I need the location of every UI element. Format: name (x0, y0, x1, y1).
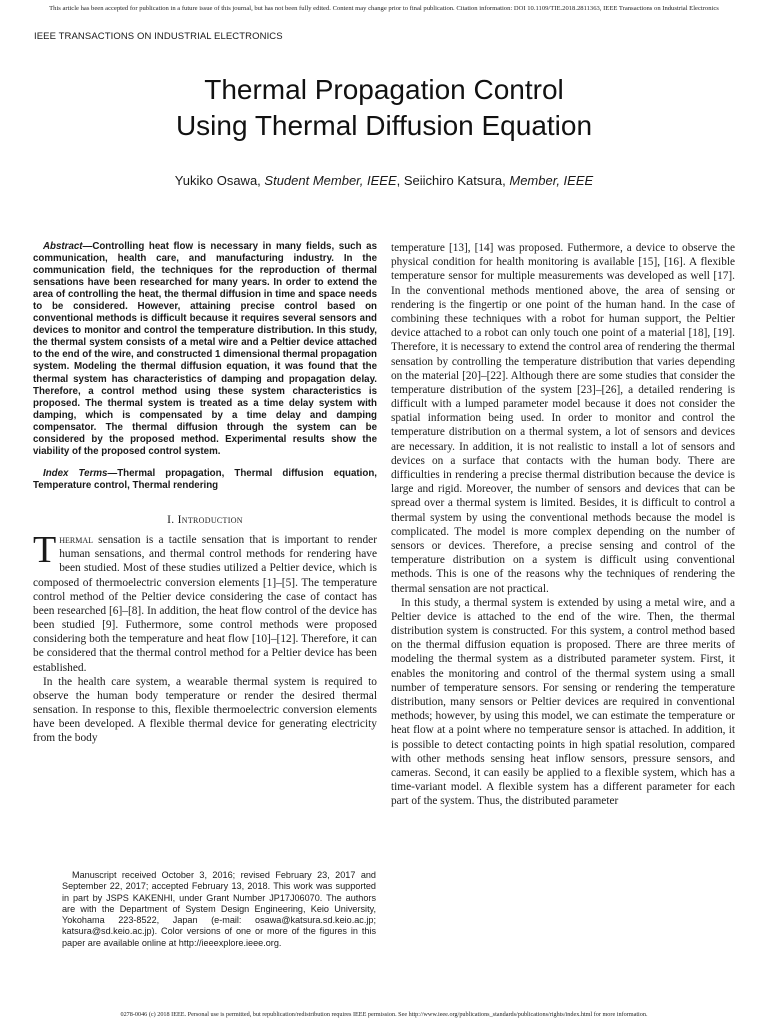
title-line-2: Using Thermal Diffusion Equation (175, 110, 593, 141)
author-line (60, 173, 708, 188)
index-terms-text: —Thermal propagation, Thermal diffusion equation, Temperature control, Thermal rendering (33, 467, 377, 491)
author-1-name: Yukiko Osawa, (174, 173, 265, 188)
manuscript-footnote: Manuscript received October 3, 2016; revised February 23, 2017 and September 22, 2017; accepted February 13, 2018. This work was supported in part by JSPS KAKENHI, under Grant Number JP17J06070. The authors are with the Department of System Design Engineering, Keio University, Yokohama 223-8522, Japan (e-mail: osawa@katsura.sd.keio.ac.jp; katsura@sd.keio.ac.jp). Color versions of one or more of the figures in this paper are available online at http://ieeexplore.ieee.org. (62, 870, 376, 948)
left-column (33, 241, 377, 745)
paper-title (60, 72, 708, 144)
author-2-role: Member, IEEE (509, 173, 594, 188)
copyright-footer: 0278-0046 (c) 2018 IEEE. Personal use is permitted, but republication/redistribution requires IEEE permission. See http://www.ieee.org/publications_standards/publications/rights/index.html for more information. (120, 1011, 648, 1018)
section-title: Introduction (177, 513, 243, 526)
abstract (33, 241, 377, 458)
intro-paragraph-2: In the health care system, a wearable thermal system is required to observe the human body temperature or render the desired thermal sensation. In response to this, flexible thermoelectric conversion elements have been developed. A flexible thermal device for generating electricity from the body (33, 675, 377, 745)
intro-paragraph-4: In this study, a thermal system is extended by using a metal wire, and a Peltier device is attached to the end of the wire. Then, the thermal distribution system is constructed. For this system, a control method based on the thermal diffusion equation is proposed. There are three merits of modeling the thermal system as a distributed parameter system. First, it enables the monitoring and control of the thermal system using a small number of temperature sensors. For sensing or rendering the temperature distribution, many sensors or Peltier devices are required in conventional methods; however, by using this model, we can estimate the temperature or heat flow at a point where no temperature sensor is attached. In addition, it is possible to detect contacting points in high spatial resolution, compared with other methods sensing heat inflow sensors, pressure sensors, and cameras. Second, it can easily be applied to a flexible system, which has a time-variant model. A flexible system has a different parameter for each part of the system. Thus, the distributed parameter (391, 596, 735, 808)
publication-notice: This article has been accepted for publication in a future issue of this journal, but has not been fully edited. Content may change prior to final publication. Citation information: DOI 10.1109/TIE.2018.2811363, IEEE Transactions on Industrial Electronics (49, 5, 719, 12)
index-terms (33, 468, 377, 492)
title-line-1: Thermal Propagation Control (204, 74, 564, 105)
abstract-label: Abstract (43, 241, 83, 252)
right-column (391, 241, 735, 809)
author-2-name: Seiichiro Katsura, (403, 173, 510, 188)
drop-cap: T (33, 529, 57, 572)
journal-name: IEEE TRANSACTIONS ON INDUSTRIAL ELECTRONICS (34, 31, 283, 42)
section-heading-introduction (33, 513, 377, 527)
intro-paragraph-1 (33, 529, 377, 675)
intro-paragraph-3: temperature [13], [14] was proposed. Futhermore, a device to observe the physical condition for health monitoring is available [15], [16]. A flexible temperature sensor for multiple measurements was developed as well [17]. In the conventional methods mentioned above, the area of sensing or rendering is the fingertip or one point of the human hand. In the case of combining these techniques with a robot for human support, the Peltier device attached to a robot can only touch one point of a material [18], [19]. Therefore, it is necessary to extend the control area of rendering the thermal sensation by controlling the temperature distribution that varies depending on the material [20]–[22]. Although there are some studies that consider the temperature distribution of the system [23]–[26], a detailed rendering is difficult with a lumped parameter model because it does not consider the spatial information being used. In order to monitor and control the temperature distribution on a thermal system, a lot of sensors and devices are necessary. In addition, it is not realistic to install a lot of sensors and devices on a surface that contacts with the human body. There are difficulties in rendering a precise thermal distribution because the device is large and rigid. Moreover, the number of sensors and devices that can be spread over a thermal system is limited. Besides, it is difficult to control a thermal system by using the conventional methods because the model is complicated. The model is more complex depending on the number of sensors or devices. Therefore, a precise sensing and control of the temperature distribution on a system is difficult using conventional methods. This is one of the reasons why the techniques of rendering the thermal sensation are not practical. (391, 242, 735, 595)
author-1-role: Student Member, IEEE (264, 173, 397, 188)
section-number: I. (167, 513, 178, 526)
abstract-text: —Controlling heat flow is necessary in many fields, such as communication, health care, and manufacturing industry. In the communication field, the techniques for the reproduction of thermal sensations have been researched for many years. In order to extend the area of controlling the heat, the thermal diffusion in time and space needs to be considered. However, attaining precise control based on conventional methods is difficult because it requires several sensors and devices to monitor and control the temperature distribution. In this study, the thermal system consists of a metal wire and a Peltier device attached to the end of the wire, and constructed 1 dimensional thermal propagation system. Modeling the thermal diffusion equation, it was found that the thermal system has characteristics of damping and propagation delay. Therefore, a control method using these system characteristics is proposed. The thermal system is treated as a time delay system with damping, which is compensated by a time delay and damping compensator. The thermal diffusion through the system can be considered by the proposed method. Experimental results show the viability of the proposed control system. (33, 241, 377, 457)
index-terms-label: Index Terms (43, 467, 108, 479)
intro-paragraph-1-text: sensation is a tactile sensation that is important to render human sensations, and thermal control methods for rendering have been studied. Most of these studies utilized a Peltier device, which is composed of thermoelectric conversion elements [1]–[5]. The temperature control method of the Peltier device considering the case of contact has been researched [6]–[8]. In addition, the heat flow control of the device has been studied [9]. Futhermore, some control methods were proposed considering both the temperature and heat flow [10]–[12]. Therefore, it can be considered that the thermal control method for a Peltier device has been established. (33, 534, 377, 674)
drop-cap-continuation: hermal (59, 534, 93, 547)
author-separator: , (396, 173, 404, 188)
